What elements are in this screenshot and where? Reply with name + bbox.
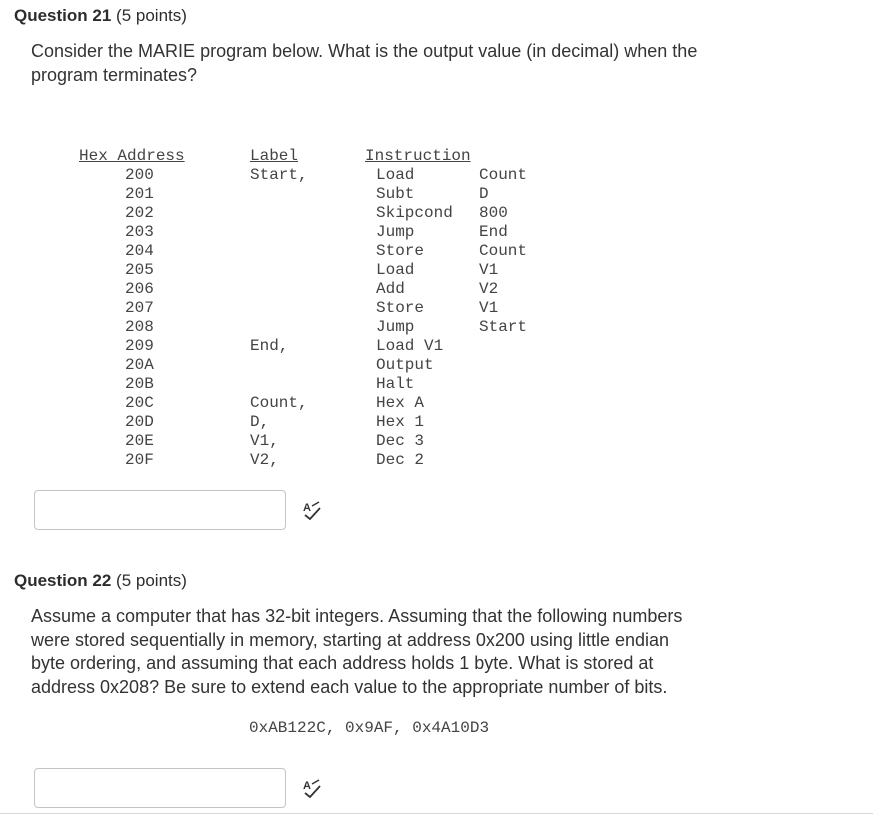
row-address: 20A (125, 356, 154, 374)
row-opcode: Load (376, 166, 415, 184)
row-instruction (376, 261, 565, 280)
address-header: Hex Address (79, 147, 185, 165)
row-instruction (376, 318, 565, 337)
row-instruction (376, 337, 565, 356)
row-address: 206 (125, 280, 154, 298)
row-operand: Count (479, 166, 528, 184)
spellcheck-icon[interactable] (301, 778, 323, 800)
row-instruction (376, 242, 565, 261)
question-22-heading (14, 571, 187, 591)
row-instruction (376, 356, 565, 375)
row-label: V1, (250, 432, 279, 450)
row-label: Start, (250, 166, 308, 184)
instruction-column (365, 147, 565, 470)
row-instruction (376, 185, 565, 204)
row-address: 204 (125, 242, 154, 260)
row-opcode: Hex A (376, 394, 425, 412)
spellcheck-icon[interactable] (301, 500, 323, 522)
label-header: Label (250, 147, 299, 165)
row-label: End, (250, 337, 289, 355)
row-instruction (376, 280, 565, 299)
row-label (250, 223, 350, 242)
question-22-points: (5 points) (116, 571, 187, 590)
row-address: 20D (125, 413, 154, 431)
row-instruction (376, 413, 565, 432)
question-22-answer-input[interactable] (34, 768, 286, 808)
question-21-prompt-line: program terminates? (31, 64, 198, 85)
row-opcode: Store (376, 299, 425, 317)
row-address: 20E (125, 432, 154, 450)
question-22-title: Question 22 (14, 571, 112, 590)
row-opcode: Halt (376, 375, 415, 393)
row-label: V2, (250, 451, 279, 469)
row-instruction (376, 166, 565, 185)
row-opcode: Hex 1 (376, 413, 425, 431)
row-address: 205 (125, 261, 154, 279)
row-operand: Start (479, 318, 528, 336)
row-instruction (376, 394, 565, 413)
row-label: D, (250, 413, 270, 431)
row-instruction (376, 432, 565, 451)
row-address: 20F (125, 451, 154, 469)
row-label (250, 356, 350, 375)
row-address: 202 (125, 204, 154, 222)
svg-text:A: A (303, 502, 311, 514)
question-21-title: Question 21 (14, 6, 112, 25)
row-opcode: Load V1 (376, 337, 444, 355)
row-label (250, 242, 350, 261)
row-address: 207 (125, 299, 154, 317)
row-address: 201 (125, 185, 154, 203)
row-opcode: Dec 2 (376, 451, 425, 469)
question-22-prompt-line: byte ordering, and assuming that each address holds 1 byte. What is stored at (31, 653, 654, 673)
row-opcode: Jump (376, 318, 415, 336)
row-instruction (376, 375, 565, 394)
row-instruction (376, 451, 565, 470)
row-label: Count, (250, 394, 308, 412)
row-instruction (376, 223, 565, 242)
row-address: 208 (125, 318, 154, 336)
row-operand: V2 (479, 280, 499, 298)
row-instruction (376, 204, 565, 223)
row-operand: V1 (479, 261, 499, 279)
row-label (250, 318, 350, 337)
question-21-prompt (31, 40, 791, 87)
question-22-prompt-line: Assume a computer that has 32-bit integers. Assuming that the following numbers (31, 606, 683, 626)
row-operand: D (479, 185, 489, 203)
row-address: 209 (125, 337, 154, 355)
question-22-prompt (31, 605, 791, 699)
row-label (250, 261, 350, 280)
row-opcode: Add (376, 280, 405, 298)
question-22-prompt-line: were stored sequentially in memory, starting at address 0x200 using little endian (31, 629, 670, 650)
row-opcode: Output (376, 356, 434, 374)
row-operand: Count (479, 242, 528, 260)
row-instruction (376, 299, 565, 318)
row-operand: End (479, 223, 508, 241)
row-address: 20B (125, 375, 154, 393)
row-label (250, 299, 350, 318)
row-opcode: Subt (376, 185, 415, 203)
row-label (250, 185, 350, 204)
svg-text:A: A (303, 780, 311, 792)
row-opcode: Jump (376, 223, 415, 241)
row-address: 20C (125, 394, 154, 412)
question-21-points: (5 points) (116, 6, 187, 25)
row-operand: 800 (479, 204, 508, 222)
question-22-values: 0xAB122C, 0x9AF, 0x4A10D3 (249, 719, 490, 737)
label-column (250, 147, 350, 470)
question-21-answer-input[interactable] (34, 490, 286, 530)
question-22-prompt-line: address 0x208? Be sure to extend each value to the appropriate number of bits. (31, 676, 668, 697)
row-label (250, 375, 350, 394)
row-address: 203 (125, 223, 154, 241)
row-opcode: Load (376, 261, 415, 279)
address-column (79, 147, 209, 470)
question-21-prompt-line: Consider the MARIE program below. What is the output value (in decimal) when the (31, 41, 698, 61)
row-address: 200 (125, 166, 154, 184)
row-label (250, 280, 350, 299)
instruction-header: Instruction (365, 147, 471, 165)
row-opcode: Skipcond (376, 204, 453, 222)
question-21-heading (14, 6, 187, 26)
row-opcode: Store (376, 242, 425, 260)
row-opcode: Dec 3 (376, 432, 425, 450)
divider (0, 813, 873, 814)
row-operand: V1 (479, 299, 499, 317)
row-label (250, 204, 350, 223)
